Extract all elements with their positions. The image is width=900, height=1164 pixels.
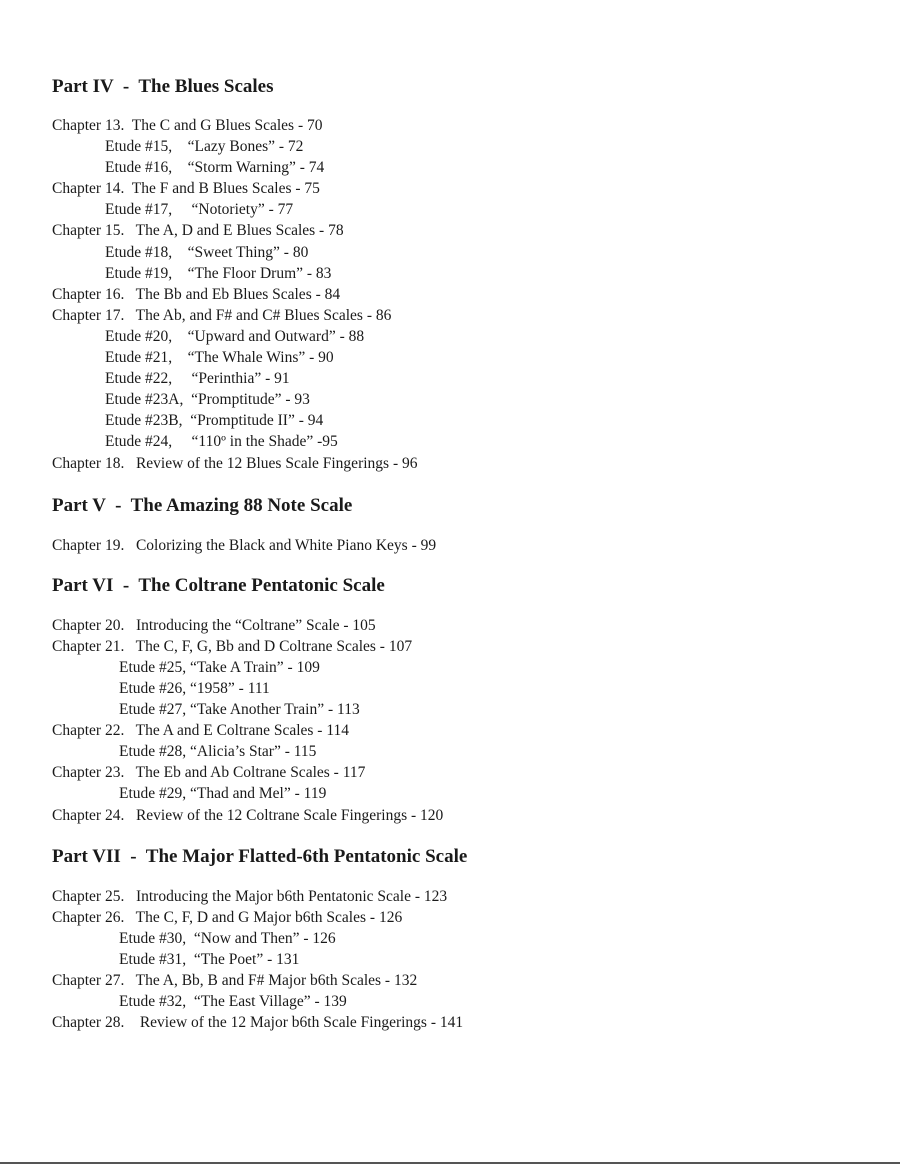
etude-entry: Etude #23A, “Promptitude” - 93 [105,391,310,409]
etude-entry: Etude #26, “1958” - 111 [119,679,270,697]
chapter-entry: Chapter 16. The Bb and Eb Blues Scales - 84 [52,285,341,303]
chapter-entry: Chapter 18. Review of the 12 Blues Scale Fingerings - 96 [52,454,418,472]
etude-entry: Etude #29, “Thad and Mel” - 119 [119,785,327,803]
etude-entry: Etude #22, “Perinthia” - 91 [105,370,290,388]
entry-list [52,115,872,474]
chapter-entry: Chapter 20. Introducing the “Coltrane” Scale - 105 [52,616,376,634]
part-heading: Part IV - The Blues Scales [52,76,274,97]
etude-entry: Etude #25, “Take A Train” - 109 [119,658,320,676]
chapter-entry: Chapter 28. Review of the 12 Major b6th Scale Fingerings - 141 [52,1014,464,1032]
toc-part-v [52,493,872,556]
etude-entry: Etude #30, “Now and Then” - 126 [119,929,336,947]
etude-entry: Etude #19, “The Floor Drum” - 83 [105,264,332,282]
chapter-entry: Chapter 22. The A and E Coltrane Scales - 114 [52,722,350,740]
entry-list [52,615,872,826]
etude-entry: Etude #32, “The East Village” - 139 [119,993,347,1011]
chapter-entry: Chapter 21. The C, F, G, Bb and D Coltrane Scales - 107 [52,637,413,655]
chapter-entry: Chapter 17. The Ab, and F# and C# Blues Scales - 86 [52,306,392,324]
chapter-entry: Chapter 15. The A, D and E Blues Scales - 78 [52,222,344,240]
etude-entry: Etude #27, “Take Another Train” - 113 [119,701,360,719]
etude-entry: Etude #20, “Upward and Outward” - 88 [105,327,365,345]
chapter-entry: Chapter 25. Introducing the Major b6th Pentatonic Scale - 123 [52,887,448,905]
toc-part-vi [52,573,872,826]
etude-entry: Etude #21, “The Whale Wins” - 90 [105,349,334,367]
etude-entry: Etude #24, “110º in the Shade” -95 [105,433,338,451]
etude-entry: Etude #28, “Alicia’s Star” - 115 [119,743,317,761]
toc-part-vii [52,844,872,1034]
chapter-entry: Chapter 13. The C and G Blues Scales - 70 [52,117,323,134]
etude-entry: Etude #31, “The Poet” - 131 [119,950,300,968]
entry-list [52,535,872,556]
part-heading: Part VI - The Coltrane Pentatonic Scale [52,574,385,596]
chapter-entry: Chapter 26. The C, F, D and G Major b6th Scales - 126 [52,908,403,926]
etude-entry: Etude #17, “Notoriety” - 77 [105,201,294,219]
chapter-entry: Chapter 14. The F and B Blues Scales - 75 [52,180,320,198]
toc-part-iv [52,74,872,474]
chapter-entry: Chapter 27. The A, Bb, B and F# Major b6th Scales - 132 [52,972,418,989]
part-heading: Part VII - The Major Flatted-6th Pentatonic Scale [52,845,468,867]
entry-list [52,886,872,1034]
part-heading: Part V - The Amazing 88 Note Scale [52,494,353,516]
table-of-contents [52,74,872,1033]
chapter-entry: Chapter 23. The Eb and Ab Coltrane Scales - 117 [52,764,366,782]
chapter-entry: Chapter 19. Colorizing the Black and White Piano Keys - 99 [52,536,437,554]
etude-entry: Etude #18, “Sweet Thing” - 80 [105,243,309,261]
etude-entry: Etude #15, “Lazy Bones” - 72 [105,138,304,156]
etude-entry: Etude #23B, “Promptitude II” - 94 [105,412,324,430]
chapter-entry: Chapter 24. Review of the 12 Coltrane Scale Fingerings - 120 [52,806,444,824]
etude-entry: Etude #16, “Storm Warning” - 74 [105,159,325,177]
